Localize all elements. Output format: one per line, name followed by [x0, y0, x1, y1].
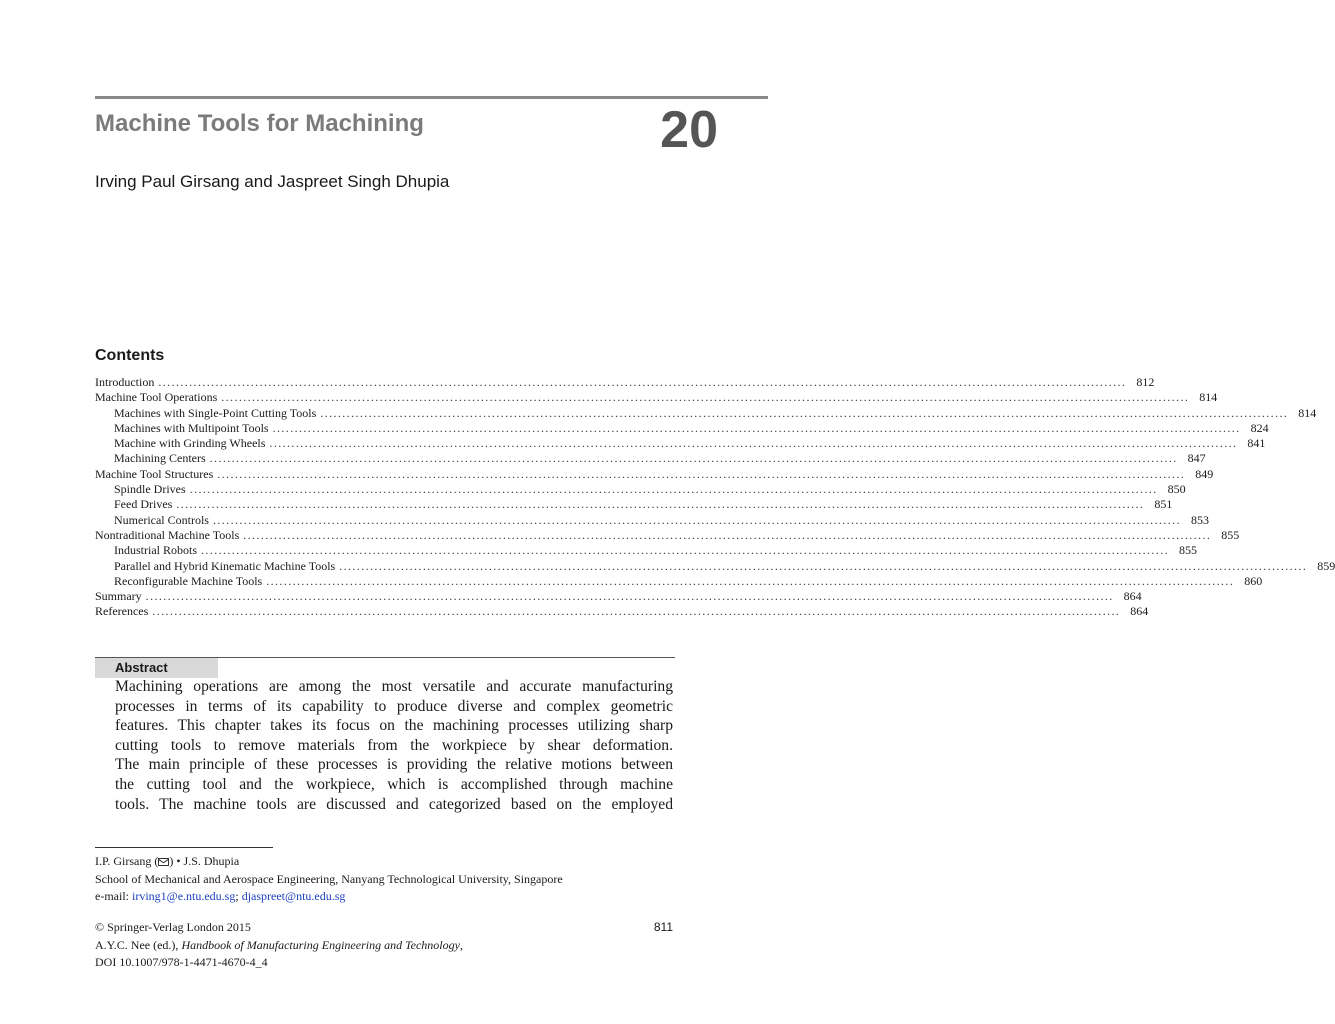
toc-dot-leader: ............................................................................................................................................................................................................................	[158, 375, 1127, 389]
toc-dot-leader: ............................................................................................................................................................................................................................	[266, 573, 1235, 588]
toc-entry[interactable]	[95, 436, 1266, 451]
toc-entry-label: Nontraditional Machine Tools	[95, 527, 240, 542]
toc-entry[interactable]	[95, 527, 1240, 543]
abstract-body	[115, 677, 673, 814]
toc-entry-page: 849	[1195, 466, 1214, 481]
toc-dot-leader: ............................................................................................................................................................................................................................	[243, 527, 1212, 542]
contents-heading: Contents	[95, 347, 165, 364]
toc-entry-page: 855	[1221, 527, 1240, 542]
toc-dot-leader: ............................................................................................................................................................................................................................	[176, 497, 1145, 512]
toc-dot-leader: ............................................................................................................................................................................................................................	[209, 451, 1178, 466]
abstract-line: features. This chapter takes its focus on the machining processes utilizing sharp	[115, 717, 673, 735]
toc-entry-page: 855	[1179, 543, 1197, 558]
toc-entry-label: Numerical Controls	[114, 512, 209, 527]
citation-comma: ,	[459, 937, 463, 952]
toc-entry[interactable]	[95, 405, 1317, 421]
abstract-line: the cutting tool and the workpiece, which is accomplished through machine	[115, 775, 673, 793]
toc-entry-page: 850	[1167, 482, 1186, 497]
email-prefix: e-mail:	[95, 889, 132, 903]
toc-entry-page: 864	[1123, 589, 1142, 604]
doi-line: DOI 10.1007/978-1-4471-4670-4_4	[95, 955, 268, 969]
toc-entry-page: 841	[1247, 436, 1266, 451]
toc-entry[interactable]	[95, 589, 1142, 604]
toc-dot-leader: ............................................................................................................................................................................................................................	[272, 420, 1241, 435]
footnote-rule	[95, 847, 273, 848]
toc-entry-page: 847	[1187, 451, 1206, 466]
footnote-author-b: ) • J.S. Dhupia	[169, 854, 240, 868]
toc-entry[interactable]	[95, 512, 1209, 528]
footnote-author-a: I.P. Girsang (	[95, 854, 159, 868]
toc-dot-leader: ............................................................................................................................................................................................................................	[217, 466, 1186, 481]
abstract-line: cutting tools to remove materials from the workpiece by shear deformation.	[115, 736, 673, 754]
email-link-girsang[interactable]: irving1@e.ntu.edu.sg	[131, 889, 236, 903]
toc-entry-page: 851	[1154, 497, 1173, 512]
toc-entry-label: Parallel and Hybrid Kinematic Machine Tools	[114, 558, 336, 573]
toc-entry[interactable]	[95, 573, 1263, 589]
toc-entry-page: 853	[1190, 512, 1209, 527]
toc-entry-label: Machines with Single-Point Cutting Tools	[114, 405, 317, 420]
toc-entry-label: Introduction	[95, 375, 155, 389]
author-footnote	[95, 853, 695, 906]
toc-dot-leader: ............................................................................................................................................................................................................................	[339, 558, 1308, 573]
toc-dot-leader: ............................................................................................................................................................................................................................	[212, 512, 1181, 527]
toc-dot-leader: ............................................................................................................................................................................................................................	[189, 482, 1158, 497]
abstract-label: Abstract	[95, 658, 218, 678]
citation-line	[95, 937, 675, 955]
toc-entry-label: Machine Tool Operations	[95, 390, 218, 405]
toc-dot-leader: ............................................................................................................................................................................................................................	[320, 405, 1289, 420]
toc-entry-page: 859	[1317, 558, 1335, 573]
chapter-authors: Irving Paul Girsang and Jaspreet Singh Dhupia	[95, 172, 450, 191]
toc-entry-label: Spindle Drives	[114, 482, 186, 497]
toc-entry-label: Feed Drives	[114, 497, 173, 512]
page-number: 811	[653, 920, 673, 934]
toc-entry[interactable]	[95, 604, 1149, 619]
copyright-block	[95, 919, 675, 972]
toc-entry-label: Reconfigurable Machine Tools	[114, 573, 263, 588]
toc-entry-page: 864	[1130, 604, 1149, 619]
toc-entry[interactable]	[95, 482, 1186, 497]
copyright-line: © Springer-Verlag London 2015	[95, 920, 251, 934]
toc-entry[interactable]	[95, 558, 1335, 574]
toc-entry-page: 860	[1244, 573, 1263, 588]
toc-entry-label: Industrial Robots	[114, 543, 197, 558]
toc-entry-page: 814	[1199, 390, 1218, 405]
citation-book-title: Handbook of Manufacturing Engineering and Technology	[181, 937, 460, 952]
abstract-line: tools. The machine tools are discussed and categorized based on the employed	[115, 795, 673, 813]
footnote-emails	[95, 888, 695, 906]
toc-dot-leader: ............................................................................................................................................................................................................................	[269, 436, 1238, 451]
toc-dot-leader: ............................................................................................................................................................................................................................	[145, 589, 1114, 604]
chapter-title: Machine Tools for Machining	[95, 110, 424, 137]
abstract-line: Machining operations are among the most versatile and accurate manufacturing	[115, 678, 673, 695]
toc-entry-label: Machine with Grinding Wheels	[114, 436, 266, 451]
toc-entry-label: Machining Centers	[114, 451, 206, 466]
toc-entry-label: References	[95, 604, 149, 619]
toc-entry[interactable]	[95, 420, 1269, 436]
toc-entry[interactable]	[95, 390, 1218, 405]
chapter-top-rule	[95, 96, 768, 99]
toc-entry[interactable]	[95, 497, 1173, 512]
toc-entry-label: Summary	[95, 589, 142, 604]
toc-entry[interactable]	[95, 543, 1197, 558]
abstract-line: The main principle of these processes is providing the relative motions between	[115, 756, 673, 774]
toc-entry[interactable]	[95, 375, 1155, 390]
footnote-affiliation: School of Mechanical and Aerospace Engineering, Nanyang Technological University, Singapore	[95, 871, 563, 886]
table-of-contents	[95, 375, 1335, 620]
chapter-number: 20	[660, 101, 718, 159]
toc-entry-page: 812	[1136, 375, 1155, 389]
toc-entry-page: 824	[1250, 420, 1269, 435]
toc-dot-leader: ............................................................................................................................................................................................................................	[201, 543, 1169, 558]
abstract-line: processes in terms of its capability to produce diverse and complex geometric	[115, 697, 673, 715]
toc-dot-leader: ............................................................................................................................................................................................................................	[152, 604, 1121, 619]
toc-entry-label: Machines with Multipoint Tools	[114, 420, 269, 435]
email-separator: ;	[235, 889, 242, 903]
envelope-icon	[158, 858, 169, 866]
toc-entry[interactable]	[95, 451, 1206, 466]
toc-entry-label: Machine Tool Structures	[95, 466, 214, 481]
toc-dot-leader: ............................................................................................................................................................................................................................	[221, 390, 1190, 405]
toc-entry-page: 814	[1298, 405, 1317, 420]
email-link-dhupia[interactable]: djaspreet@ntu.edu.sg	[241, 889, 346, 903]
citation-editor: A.Y.C. Nee (ed.),	[95, 937, 182, 952]
footnote-authors	[95, 853, 695, 871]
toc-entry[interactable]	[95, 466, 1214, 482]
